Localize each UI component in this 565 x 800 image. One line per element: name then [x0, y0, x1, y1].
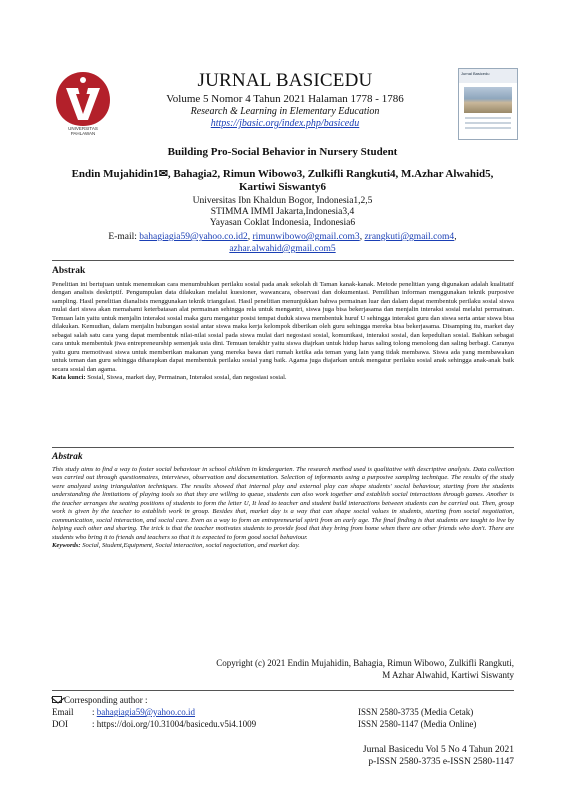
email-link-1[interactable]: bahagiagia59@yahoo.co.id2: [139, 232, 248, 242]
email-row-label: Email: [52, 707, 74, 717]
footer-line-1: Jurnal Basicedu Vol 5 No 4 Tahun 2021: [362, 745, 514, 755]
divider-middle: [52, 447, 514, 448]
email-row: Email : bahagiagia59@yahoo.co.id: [52, 707, 196, 717]
doi-row: DOI : https://doi.org/10.31004/basicedu.v5i4.1009: [52, 719, 257, 729]
abstract-en-body: [52, 466, 514, 551]
affiliation-2: STIMMA IMMI Jakarta,Indonesia3,4: [210, 207, 355, 217]
keywords-id-label: Kata kunci:: [52, 373, 86, 381]
cover-image: [464, 87, 512, 113]
affiliations: [60, 196, 505, 229]
authors-line-1: Endin Mujahidin1✉, Bahagia2, Rimun Wibowo3, Zulkifli Rangkuti4, M.Azhar Alwahid5,: [71, 168, 494, 180]
journal-title: JURNAL BASICEDU: [197, 70, 373, 91]
keywords-en-value: Social, Student,Equipment, Social interaction, social negociation, and market day.: [82, 542, 300, 550]
abstract-en-text: This study aims to find a way to foster social behaviour in school children in kindergarten. The research method used is qualitative with descriptive analysis. Data collection was carried out through questionnaires, interviews, observation and documentation. Selection of informants using a purposive sampling technique. The results of the study were analyzed using triangulation techniques. The results showed that internal play and external play can shape students' social behaviour, starting from the students understanding the limitations of playing tools so that they are willing to queue, students can also work together and establish social interactions through games. Another is the teacher arranges the seating positions of students to form the letter U, It lead to teacher and student build interactions between students can be carried out. Then, group work is given by the teacher to establish work in group. Besides that, market day is a way that can shape social values in students, starting from social negotiation, communication, social interaction, and social care. Even as a way to form an entrepreneurial spirit from an early age. The final finding is that students are taught to live by helping each other and sharing. The trick is that the teacher motivates students to provide food that they bring from home when there are other friends who don't. There are students who bring it to friends and teachers so that it is expected to form good social behaviour.: [52, 466, 514, 541]
journal-subtitle: Research & Learning in Elementary Education: [190, 106, 380, 117]
article-title: Building Pro-Social Behavior in Nursery Student: [167, 146, 398, 158]
keywords-en-label: Keywords:: [52, 542, 81, 550]
abstract-id-heading: Abstrak: [52, 266, 86, 276]
abstract-en-heading: Abstrak: [52, 452, 83, 462]
author-list: [60, 168, 505, 194]
corresponding-label: Corresponding author :: [64, 695, 148, 705]
abstract-id-body: [52, 281, 514, 382]
divider-top: [52, 260, 514, 261]
cover-caption: Jurnal Basicedu: [459, 69, 517, 83]
email-link-2[interactable]: rimunwibowo@gmail.com3: [252, 232, 360, 242]
volume-line: Volume 5 Nomor 4 Tahun 2021 Halaman 1778 - 1786: [166, 93, 404, 105]
abstract-id-text: Penelitian ini bertujuan untuk menemukan cara menumbuhkan perilaku sosial pada anak sekolah di Taman kanak-kanak. Metode penelitian yang digunakan adalah kualitatif dengan analisis deskriptif. Pengumpulan data dilakukan melalui kuesioner, wawancara, observasi dan dokumentasi. Pemilihan informan menggunakan teknik purposive sampling. Hasil penelitian dianalisis menggunakan teknik triangulasi. Hasil penelitian menunjukkan bahwa permainan luar dan dalam dapat membentuk perilaku sosial siswa mulai dari siswa akan memahami keterbatasan alat permainan sehingga rela untuk mengantri, siswa juga bisa bekerjasama dan menjalin interaksi sosial melalui permainan. Temuan lain yaitu untuk menjalin interaksi sosial maka guru mengatur posisi tempat duduk siswa membentuk huruf U sehingga interaksi guru dan siswa serta antar siswa bisa dilakukan. Kemudian, dalam menjalin hubungan sosial antar siswa maka kerja kelompok diberikan oleh guru sehingga mereka bisa bekerjasama. Disamping itu, market day sebagai salah satu cara yang dapat membentuk nilai-nilai sosial pada siswa mulai dari negosiasi sosial, komunikasi, interaksi sosial, dan kepedulian sosial. Bahkan sebagai cara untuk membentuk jiwa entrepreneurship semenjak usia dini. Temuan terakhir yaitu siswa diajrkan untuk hidup harus saling tolong menolong dan saling berbagi. Caranya yaitu guru memotivasi siswa untuk memberikan makanan yang mereka bawa dari rumah ketika ada teman yang lain yang tidak membawa. Siswa ada yang membawakan untuk teman dan guru sehingga diharapkan dapat membentuk perilaku sosial yang baik. Agama juga diajarkan untuk mengatur perilaku sosial anak sehingga anak-anak baik secara sosial dan agama.: [52, 281, 514, 373]
issn-online: ISSN 2580-1147 (Media Online): [358, 719, 477, 729]
copyright-notice: Copyright (c) 2021 Endin Mujahidin, Bahagia, Rimun Wibowo, Zulkifli Rangkuti, M Azhar Alwahid, Kartiwi Siswanty: [216, 658, 514, 680]
issn-print: ISSN 2580-3735 (Media Cetak): [358, 707, 474, 717]
email-label: E-mail:: [108, 232, 137, 242]
email-link-3[interactable]: zrangkuti@gmail.com4: [364, 232, 455, 242]
corresponding-author: [52, 694, 148, 706]
footer-line-2: p-ISSN 2580-3735 e-ISSN 2580-1147: [368, 757, 514, 767]
logo-caption: UNIVERSITAS PAHLAWAN: [68, 126, 98, 136]
keywords-id-value: Sosial, Siswa, market day, Permainan, Interaksi sosial, dan negosiasi sosial.: [87, 373, 287, 381]
journal-header: [130, 70, 440, 130]
author-emails: E-mail: bahagiagia59@yahoo.co.id2, rimunwibowo@gmail.com3, zrangkuti@gmail.com4, azhar.alwahid@gmail.com5: [108, 232, 457, 254]
abstract-id-keywords: [52, 374, 514, 382]
journal-url-link[interactable]: https://jbasic.org/index.php/basicedu: [210, 118, 360, 129]
journal-cover-thumbnail: [458, 68, 518, 140]
email-link-4[interactable]: azhar.alwahid@gmail.com5: [229, 244, 336, 254]
affiliation-1: Universitas Ibn Khaldun Bogor, Indonesia1,2,5: [192, 196, 373, 206]
abstract-en-keywords: [52, 542, 514, 550]
doi-link[interactable]: https://doi.org/10.31004/basicedu.v5i4.1009: [96, 719, 257, 729]
authors-line-2: Kartiwi Siswanty6: [238, 181, 327, 193]
doi-row-label: DOI: [52, 719, 68, 729]
page-footer: [300, 744, 514, 768]
affiliation-3: Yayasan Coklat Indonesia, Indonesia6: [209, 218, 356, 228]
divider-bottom: [52, 690, 514, 691]
corresponding-email-link[interactable]: bahagiagia59@yahoo.co.id: [96, 707, 196, 717]
cover-text-lines: [459, 117, 517, 129]
envelope-icon: [52, 696, 62, 703]
